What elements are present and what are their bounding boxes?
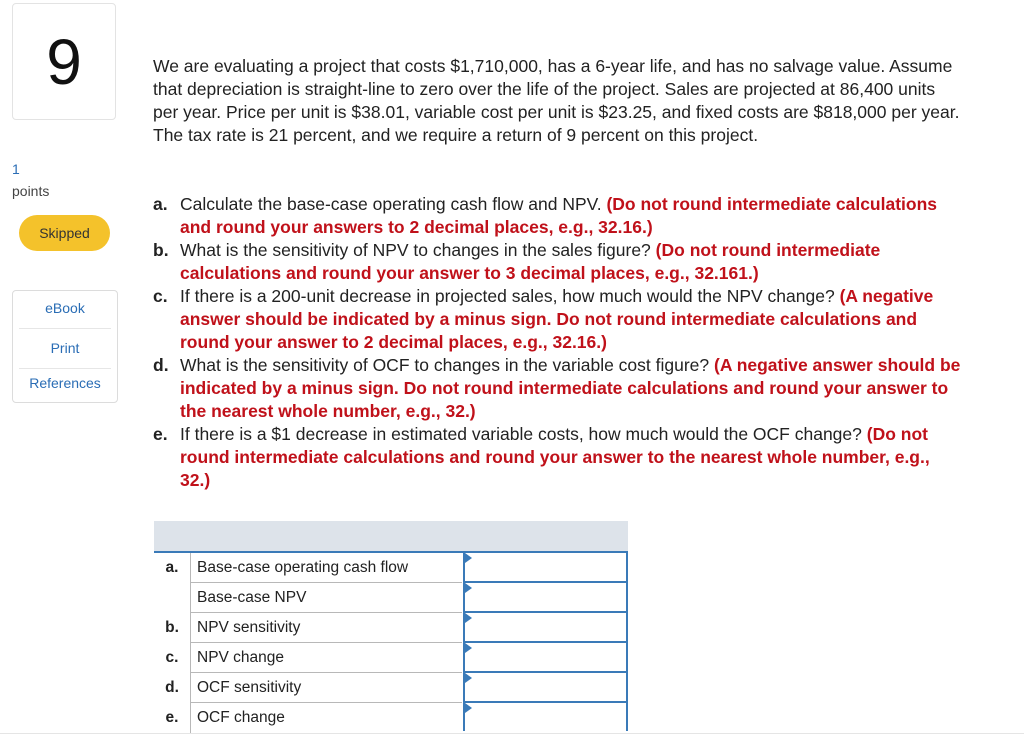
row-label: NPV sensitivity xyxy=(190,613,462,643)
side-links-panel xyxy=(12,290,118,403)
row-letter xyxy=(154,583,190,613)
row-letter: e. xyxy=(165,709,179,726)
input-flag-icon xyxy=(465,613,472,623)
input-flag-icon xyxy=(465,703,472,713)
input-flag-icon xyxy=(465,643,472,653)
answer-table-header xyxy=(154,521,628,553)
ebook-link[interactable]: eBook xyxy=(45,300,85,316)
points-value: 1 xyxy=(12,161,20,177)
part-text: If there is a 200-unit decrease in projected sales, how much would the NPV change? xyxy=(180,286,835,306)
answer-row xyxy=(154,553,628,583)
ocf-change-input[interactable] xyxy=(463,703,628,731)
question-number: 9 xyxy=(46,25,82,98)
part-d xyxy=(153,354,961,423)
part-c xyxy=(153,285,961,354)
part-a xyxy=(153,193,961,239)
row-label: OCF change xyxy=(190,703,462,733)
references-link[interactable]: References xyxy=(29,375,101,391)
part-letter: e. xyxy=(153,424,168,444)
question-text: We are evaluating a project that costs $1,710,000, has a 6-year life, and has no salvage value. Assume that depreciation is straight-line to zero over the life of the project. Sales are projected at 86,400 units per year. Price per unit is $38.01, variable cost per unit is $23.25, and fixed costs are $818,000 per year. The tax rate is 21 percent, and we require a return of 9 percent on this project. xyxy=(153,56,960,145)
input-flag-icon xyxy=(465,553,472,563)
part-text: What is the sensitivity of OCF to changes in the variable cost figure? xyxy=(180,355,710,375)
ocf-sensitivity-input[interactable] xyxy=(463,673,628,703)
status-badge: Skipped xyxy=(19,215,110,251)
points-label: points xyxy=(12,183,50,199)
row-label: NPV change xyxy=(190,643,462,673)
row-letter: a. xyxy=(165,559,179,576)
npv-change-input[interactable] xyxy=(463,643,628,673)
npv-sensitivity-input[interactable] xyxy=(463,613,628,643)
part-letter: d. xyxy=(153,355,169,375)
row-label: OCF sensitivity xyxy=(190,673,462,703)
question-parts xyxy=(153,193,961,492)
part-text: What is the sensitivity of NPV to changes in the sales figure? xyxy=(180,240,651,260)
row-letter: c. xyxy=(165,649,179,666)
part-instruction: (Do not round intermediate calculations and round your answers to 2 decimal places, e.g., 32.16.) xyxy=(180,194,938,237)
input-flag-icon xyxy=(465,673,472,683)
row-label: Base-case operating cash flow xyxy=(190,553,462,583)
print-link[interactable]: Print xyxy=(50,340,80,356)
ocf-input[interactable] xyxy=(463,553,628,583)
part-letter: b. xyxy=(153,240,169,260)
part-instruction: (A negative answer should be indicated by a minus sign. Do not round intermediate calculations and round your answer to 2 decimal places, e.g., 32.16.) xyxy=(180,286,934,352)
part-text: If there is a $1 decrease in estimated variable costs, how much would the OCF change? xyxy=(180,424,862,444)
answer-row xyxy=(154,673,628,703)
row-letter: b. xyxy=(165,619,179,636)
part-instruction: (Do not round intermediate calculations and round your answer to 3 decimal places, e.g., 32.161.) xyxy=(180,240,881,283)
row-label: Base-case NPV xyxy=(190,583,462,613)
divider xyxy=(19,368,111,369)
row-letter: d. xyxy=(165,679,179,696)
part-letter: c. xyxy=(153,286,168,306)
answer-row xyxy=(154,583,628,613)
answer-row xyxy=(154,613,628,643)
part-b xyxy=(153,239,961,285)
question-number-box xyxy=(12,3,116,120)
divider xyxy=(19,328,111,329)
part-instruction: (Do not round intermediate calculations and round your answer to the nearest whole number, e.g., 32.) xyxy=(180,424,930,490)
npv-input[interactable] xyxy=(463,583,628,613)
part-letter: a. xyxy=(153,194,168,214)
part-instruction: (A negative answer should be indicated by a minus sign. Do not round intermediate calculations and round your answer to the nearest whole number, e.g., 32.) xyxy=(180,355,961,421)
divider xyxy=(0,733,1024,734)
part-e xyxy=(153,423,961,492)
answer-row xyxy=(154,643,628,673)
input-flag-icon xyxy=(465,583,472,593)
part-text: Calculate the base-case operating cash flow and NPV. xyxy=(180,194,602,214)
answer-row xyxy=(154,703,628,733)
answer-table xyxy=(154,521,628,733)
